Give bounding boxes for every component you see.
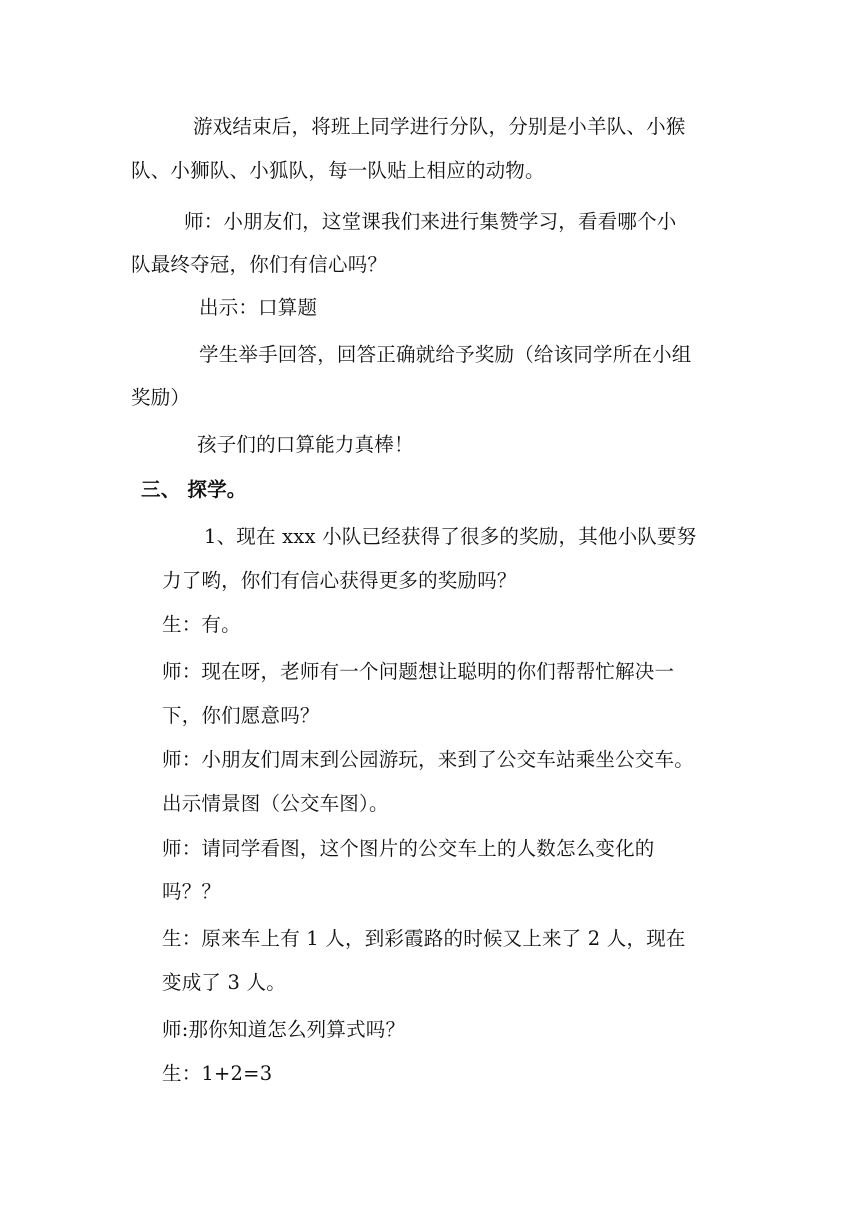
paragraph-line: 师:那你知道怎么列算式吗？ xyxy=(162,1018,406,1041)
paragraph-line: 师：小朋友们，这堂课我们来进行集赞学习，看看哪个小 xyxy=(184,210,677,233)
paragraph-line: 奖励） xyxy=(131,386,191,409)
paragraph-line: 队、小狮队、小狐队，每一队贴上相应的动物。 xyxy=(131,159,545,182)
paragraph-line: 师：现在呀，老师有一个问题想让聪明的你们帮帮忙解决一 xyxy=(162,660,675,683)
paragraph-line: 下，你们愿意吗？ xyxy=(162,704,320,727)
paragraph-line: 出示：口算题 xyxy=(199,296,318,319)
paragraph-line: 师：小朋友们周末到公园游玩，来到了公交车站乘坐公交车。 xyxy=(162,748,694,771)
paragraph-line: 吗？？ xyxy=(162,880,222,903)
paragraph-line: 出示情景图（公交车图）。 xyxy=(162,792,389,815)
paragraph-line: 生：1+2=3 xyxy=(162,1062,273,1085)
paragraph-line: 生：原来车上有 1 人，到彩霞路的时候又上来了 2 人，现在 xyxy=(162,927,686,950)
paragraph-line: 变成了 3 人。 xyxy=(162,971,286,994)
paragraph-line: 师：请同学看图，这个图片的公交车上的人数怎么变化的 xyxy=(162,837,655,860)
paragraph-line: 队最终夺冠，你们有信心吗？ xyxy=(131,253,388,276)
paragraph-line: 孩子们的口算能力真棒！ xyxy=(197,433,414,456)
paragraph-line: 1、现在 xxx 小队已经获得了很多的奖励，其他小队要努 xyxy=(204,525,697,548)
section-heading: 三、 探学。 xyxy=(141,478,247,501)
paragraph-line: 游戏结束后，将班上同学进行分队，分别是小羊队、小猴 xyxy=(193,115,686,138)
paragraph-line: 生：有。 xyxy=(162,613,241,636)
paragraph-line: 力了哟，你们有信心获得更多的奖励吗？ xyxy=(162,569,517,592)
paragraph-line: 学生举手回答，回答正确就给予奖励（给该同学所在小组 xyxy=(199,343,692,366)
